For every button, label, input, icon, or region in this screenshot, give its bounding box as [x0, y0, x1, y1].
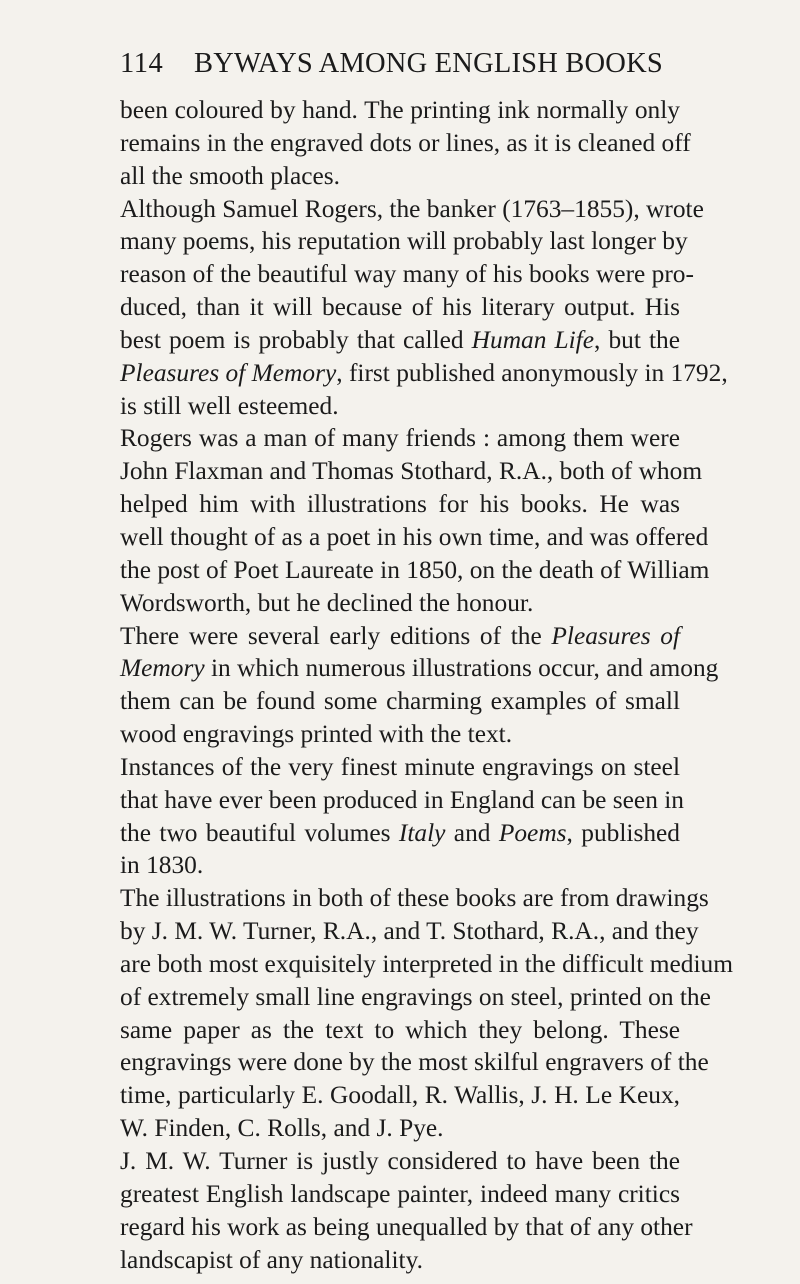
text-line: is still well esteemed. — [120, 391, 339, 420]
text-line: engravings were done by the most skilful engravers of the — [120, 1048, 709, 1077]
running-head — [120, 46, 680, 82]
text-line: the two beautiful volumes Italy and Poems, published — [120, 818, 681, 847]
text-line: J. M. W. Turner is justly considered to have been the — [120, 1147, 680, 1175]
text-line: helped him with illustrations for his books. He was — [120, 490, 680, 519]
paragraph — [120, 1145, 693, 1276]
text-line: Although Samuel Rogers, the banker (1763–1855), wrote — [120, 194, 704, 223]
text-line: W. Finden, C. Rolls, and J. Pye. — [120, 1114, 444, 1143]
text-line: Instances of the very finest minute engravings on steel — [120, 752, 680, 781]
text-line: greatest English landscape painter, indeed many critics — [120, 1179, 680, 1208]
text-line: the post of Poet Laureate in 1850, on the death of William — [120, 555, 710, 584]
italic-title: Memory — [120, 654, 205, 683]
text-line: well thought of as a poet in his own time, and was offered — [120, 522, 709, 551]
italic-title: Pleasures of Memory — [120, 358, 337, 387]
italic-title: Human Life — [471, 325, 595, 354]
text-line: wood engravings printed with the text. — [120, 720, 513, 749]
page-number: 114 — [120, 48, 164, 79]
text-line: same paper as the text to which they belong. These — [120, 1015, 680, 1044]
text-line: reason of the beautiful way many of his books were pro- — [120, 260, 694, 289]
text-line: are both most exquisitely interpreted in the difficult medium — [120, 949, 733, 978]
italic-title: Poems — [498, 818, 567, 847]
text-line: landscapist of any nationality. — [120, 1245, 423, 1274]
text-line: regard his work as being unequalled by that of any other — [120, 1212, 693, 1241]
text-line: time, particularly E. Goodall, R. Wallis, J. H. Le Keux, — [120, 1081, 680, 1110]
text-line: many poems, his reputation will probably last longer by — [120, 227, 688, 256]
text-line: Wordsworth, but he declined the honour. — [120, 588, 534, 617]
paragraph — [120, 751, 684, 882]
body-text — [120, 94, 733, 1276]
text-line: been coloured by hand. The printing ink normally only — [120, 96, 680, 124]
paragraph — [120, 620, 719, 751]
italic-title: Italy — [398, 818, 446, 847]
paragraph — [120, 94, 691, 193]
text-line: that have ever been produced in England can be seen in — [120, 785, 684, 814]
text-line: all the smooth places. — [120, 161, 340, 190]
running-title: BYWAYS AMONG ENGLISH BOOKS — [194, 48, 663, 79]
text-line: by J. M. W. Turner, R.A., and T. Stothard, R.A., and they — [120, 917, 699, 946]
text-line: Rogers was a man of many friends : among them were — [120, 424, 680, 453]
text-line: duced, than it will because of his literary output. His — [120, 293, 680, 322]
text-line: remains in the engraved dots or lines, as it is cleaned off — [120, 128, 691, 157]
paragraph — [120, 193, 728, 423]
text-line: Pleasures of Memory, first published anonymously in 1792, — [120, 358, 728, 387]
italic-title: Pleasures of — [551, 621, 680, 650]
text-line: Memory in which numerous illustrations occur, and among — [120, 654, 719, 683]
text-line: in 1830. — [120, 851, 204, 880]
text-line: There were several early editions of the Pleasures of — [120, 621, 680, 650]
text-line: them can be found some charming examples of small — [120, 687, 680, 716]
paragraph — [120, 422, 710, 619]
text-line: best poem is probably that called Human Life, but the — [120, 325, 680, 354]
text-line: John Flaxman and Thomas Stothard, R.A., both of whom — [120, 457, 703, 486]
text-line: of extremely small line engravings on steel, printed on the — [120, 982, 711, 1011]
paragraph — [120, 882, 733, 1145]
text-line: The illustrations in both of these books are from drawings — [120, 884, 709, 913]
